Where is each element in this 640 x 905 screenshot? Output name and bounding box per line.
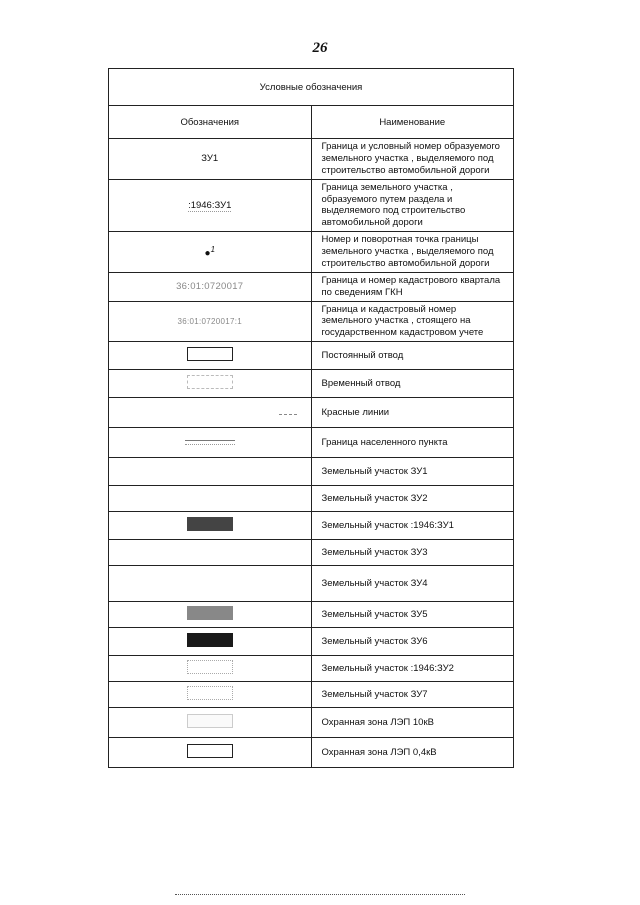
symbol-cell	[109, 342, 312, 370]
legend-row	[109, 370, 514, 398]
row-name: Временный отвод	[311, 370, 514, 398]
legend-row	[109, 512, 514, 540]
parcel-fill-swatch	[187, 606, 233, 620]
legend-title-row	[109, 69, 514, 106]
page-number: 26	[312, 40, 328, 56]
row-name: Номер и поворотная точка границы земельного участка , выделяемого под строительство автомобильной дороги	[311, 232, 514, 273]
row-name: Земельный участок ЗУ2	[311, 486, 514, 512]
row-name: Граница населенного пункта	[311, 428, 514, 458]
legend-row	[109, 708, 514, 738]
symbol-cell	[109, 566, 312, 602]
legend-row	[109, 301, 514, 342]
legend-row	[109, 139, 514, 180]
row-name: Земельный участок ЗУ5	[311, 602, 514, 628]
legend-row	[109, 398, 514, 428]
row-name: Земельный участок ЗУ4	[311, 566, 514, 602]
symbol-cell	[109, 512, 312, 540]
symbol-cell	[109, 656, 312, 682]
protection-zone-10kv-icon	[187, 714, 233, 728]
header-name: Наименование	[311, 106, 514, 139]
protection-zone-04kv-icon	[187, 744, 233, 758]
turning-point-icon: ●	[204, 248, 211, 260]
temporary-allotment-icon	[187, 375, 233, 389]
row-name: Земельный участок ЗУ7	[311, 682, 514, 708]
legend-row	[109, 566, 514, 602]
red-line-icon	[279, 414, 297, 415]
legend-row	[109, 272, 514, 301]
symbol-cell	[109, 738, 312, 768]
symbol-cell	[109, 370, 312, 398]
symbol-cell	[109, 458, 312, 486]
legend-row	[109, 428, 514, 458]
row-name: Граница земельного участка , образуемого путем раздела и выделяемого под строительство автомобильной дороги	[311, 179, 514, 232]
row-name: Земельный участок :1946:ЗУ2	[311, 656, 514, 682]
legend-row	[109, 628, 514, 656]
symbol-cell	[109, 628, 312, 656]
row-name: Граница и условный номер образуемого земельного участка , выделяемого под строительство автомобильной дороги	[311, 139, 514, 180]
symbol-cell	[109, 486, 312, 512]
point-number: 1	[210, 244, 215, 254]
cadastral-quarter-label: 36:01:0720017	[176, 281, 244, 293]
legend-row	[109, 342, 514, 370]
symbol-cell	[109, 139, 312, 180]
symbol-cell	[109, 398, 312, 428]
settlement-boundary-icon	[185, 440, 235, 445]
legend-title: Условные обозначения	[109, 69, 514, 106]
legend-row	[109, 232, 514, 273]
legend-table	[108, 68, 514, 768]
symbol-cell	[109, 540, 312, 566]
legend-row	[109, 458, 514, 486]
symbol-cell	[109, 179, 312, 232]
parcel-outline-swatch	[187, 686, 233, 700]
symbol-cell	[109, 272, 312, 301]
symbol-cell	[109, 682, 312, 708]
row-name: Земельный участок :1946:ЗУ1	[311, 512, 514, 540]
legend-row	[109, 656, 514, 682]
symbol-cell	[109, 602, 312, 628]
header-symbol: Обозначения	[109, 106, 312, 139]
symbol-cell	[109, 301, 312, 342]
row-name: Граница и номер кадастрового квартала по сведениям ГКН	[311, 272, 514, 301]
cadastral-number-label: 36:01:0720017:1	[177, 316, 243, 326]
legend-row	[109, 682, 514, 708]
row-name: Красные линии	[311, 398, 514, 428]
row-name: Охранная зона ЛЭП 10кВ	[311, 708, 514, 738]
parcel-outline-swatch	[187, 660, 233, 674]
legend-header-row	[109, 106, 514, 139]
legend-row	[109, 179, 514, 232]
symbol-cell	[109, 428, 312, 458]
parcel-fill-swatch	[187, 633, 233, 647]
row-name: Земельный участок ЗУ6	[311, 628, 514, 656]
symbol-label: :1946:ЗУ1	[188, 199, 232, 211]
legend-row	[109, 738, 514, 768]
row-name: Земельный участок ЗУ3	[311, 540, 514, 566]
legend-row	[109, 540, 514, 566]
scan-artifact-strip	[175, 894, 465, 897]
symbol-cell	[109, 232, 312, 273]
row-name: Охранная зона ЛЭП 0,4кВ	[311, 738, 514, 768]
row-name: Земельный участок ЗУ1	[311, 458, 514, 486]
parcel-fill-swatch	[187, 517, 233, 531]
legend-row	[109, 486, 514, 512]
symbol-label: ЗУ1	[201, 153, 219, 165]
legend-row	[109, 602, 514, 628]
permanent-allotment-icon	[187, 347, 233, 361]
row-name: Постоянный отвод	[311, 342, 514, 370]
symbol-cell	[109, 708, 312, 738]
row-name: Граница и кадастровый номер земельного участка , стоящего на государственном кадастровом учете	[311, 301, 514, 342]
